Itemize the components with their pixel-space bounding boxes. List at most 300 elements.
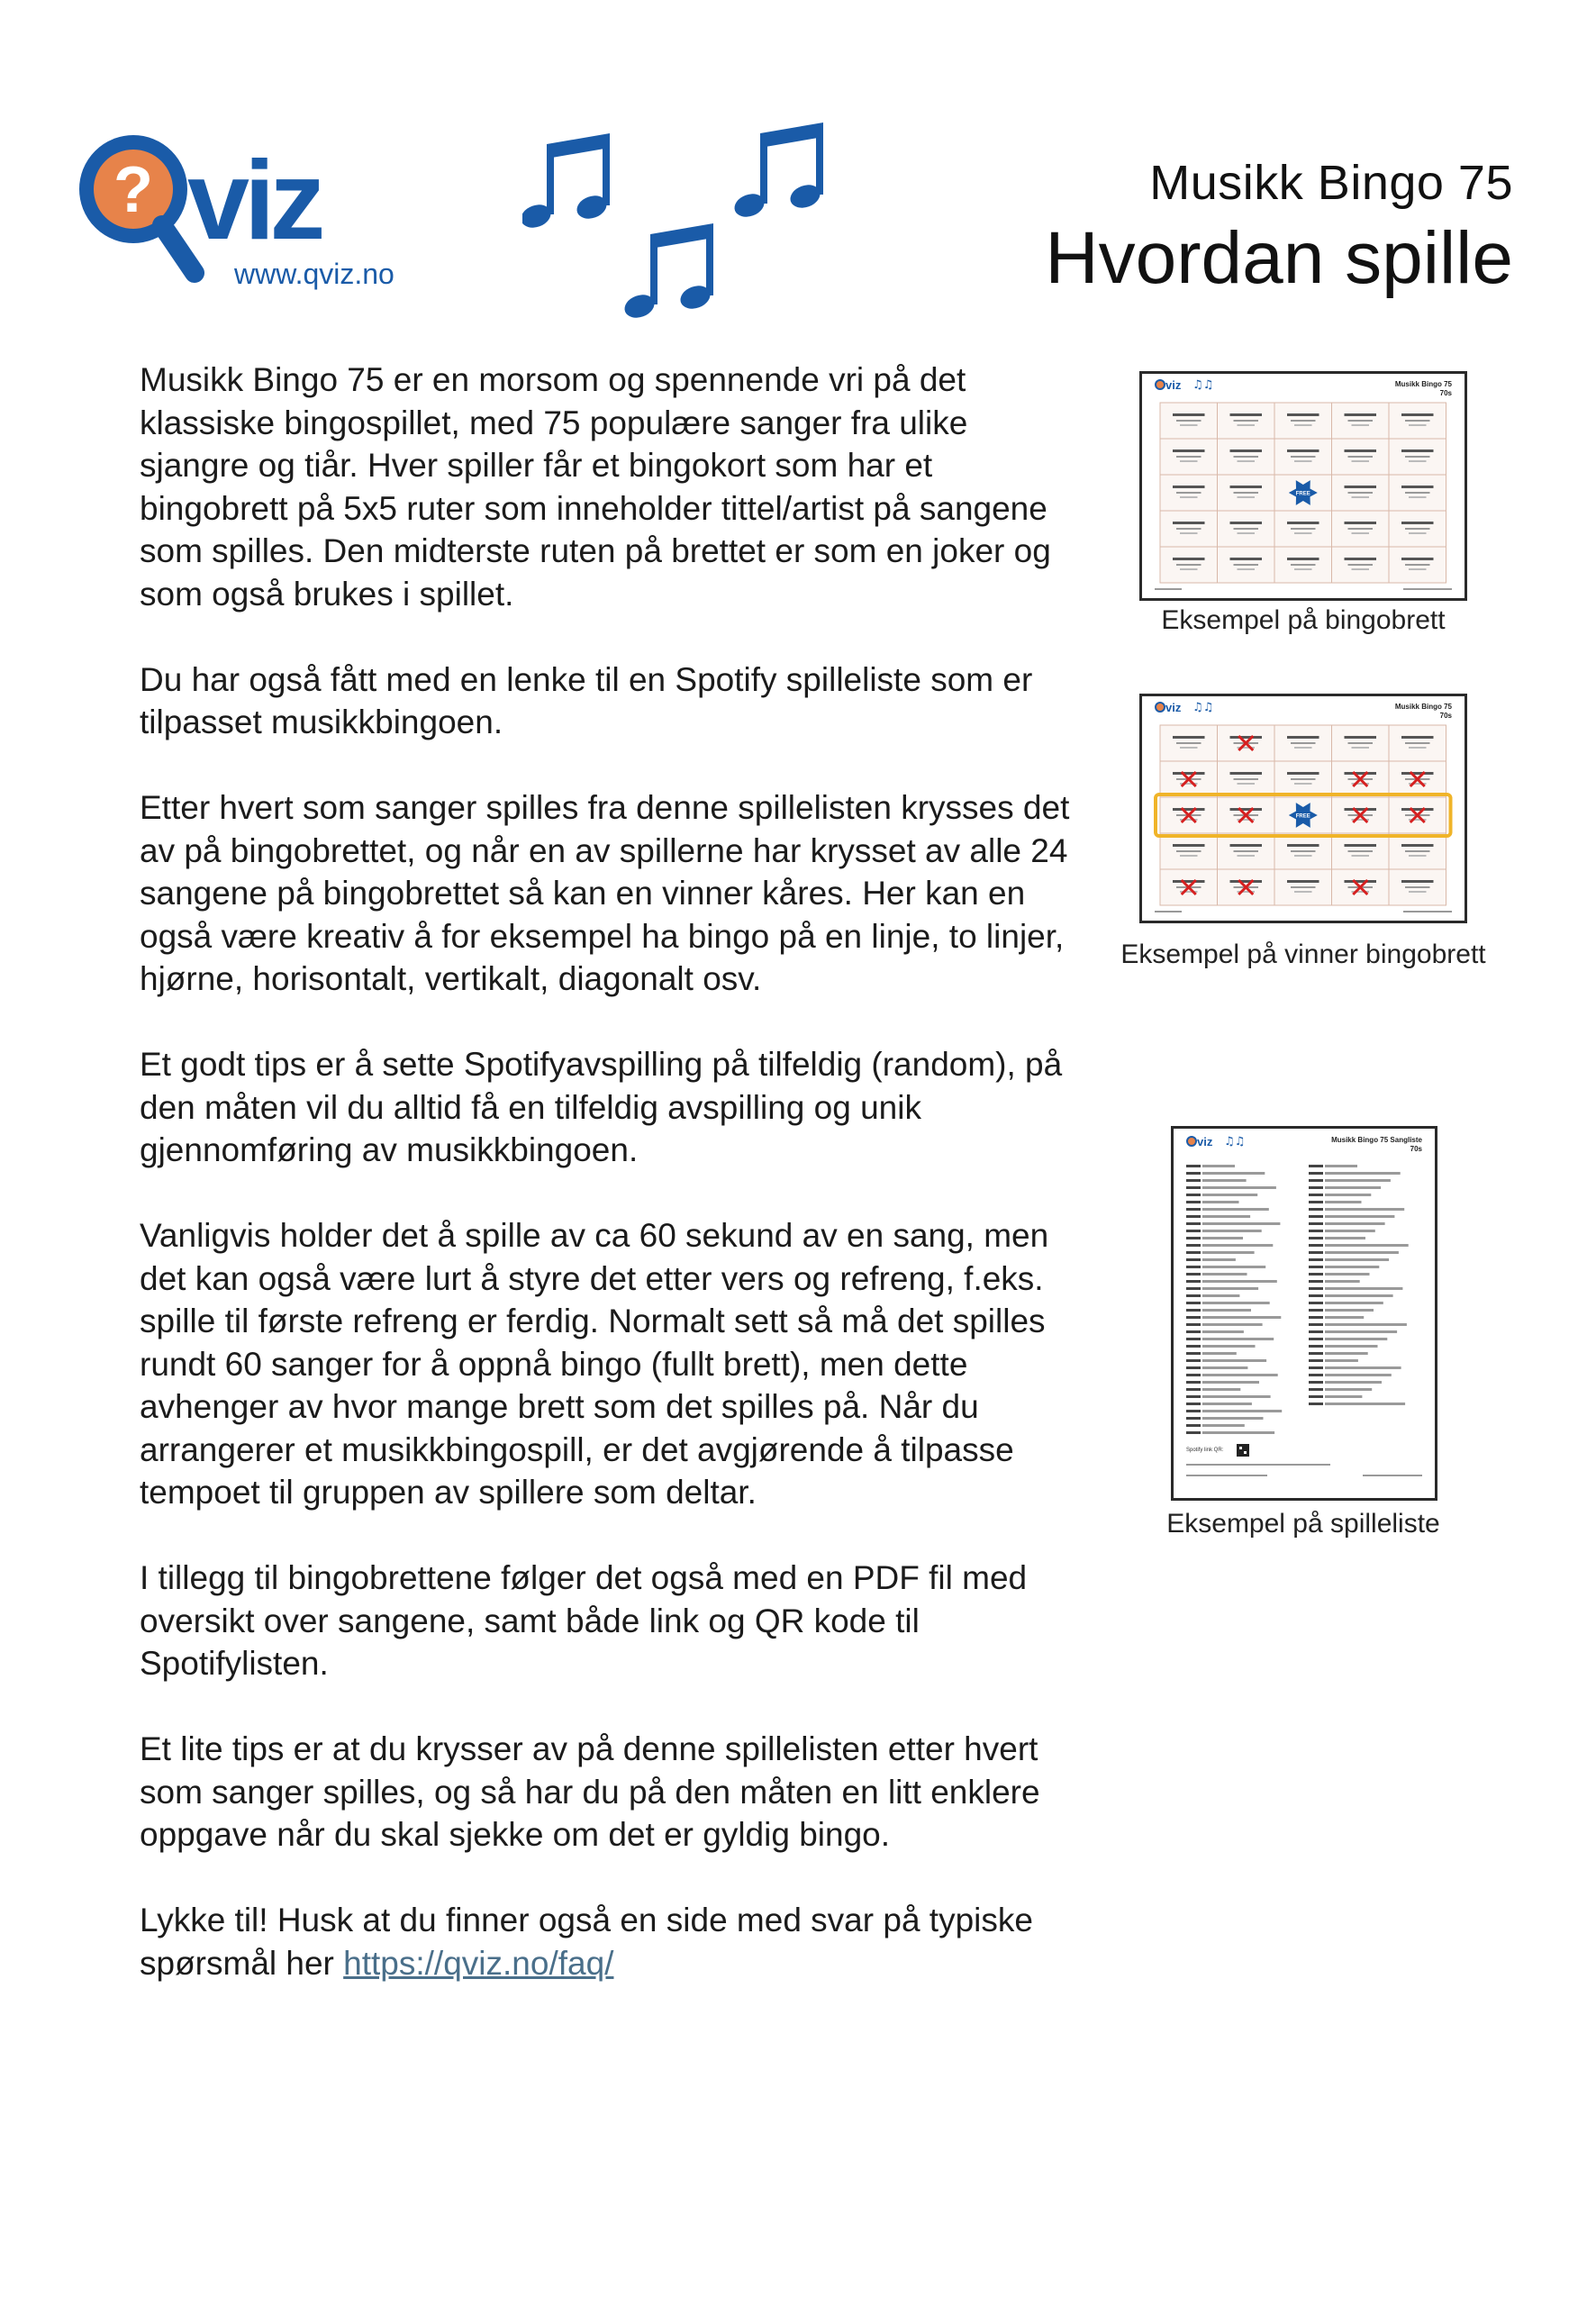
song-artist-line xyxy=(1186,1194,1201,1196)
cell-title-line xyxy=(1287,522,1319,524)
cell-artist-line xyxy=(1294,747,1312,749)
playlist-mini-title: Musikk Bingo 75 Sangliste xyxy=(1331,1136,1422,1144)
cell-title-line xyxy=(1230,736,1263,739)
cell-artist-line xyxy=(1294,460,1312,462)
song-title-line xyxy=(1202,1366,1247,1369)
cell-title-line xyxy=(1173,736,1205,739)
song-artist-line xyxy=(1186,1330,1201,1333)
cell-title-line xyxy=(1401,413,1434,416)
song-title-line xyxy=(1325,1194,1371,1196)
cell-title-line xyxy=(1345,880,1377,883)
song-title-line xyxy=(1325,1309,1374,1312)
song-artist-line xyxy=(1309,1273,1323,1276)
cell-artist-line xyxy=(1352,424,1370,426)
cell-title-line xyxy=(1173,522,1205,524)
song-artist-line xyxy=(1309,1230,1323,1232)
footer-line xyxy=(1155,588,1182,590)
song-artist-line xyxy=(1186,1258,1201,1261)
qr-code-icon xyxy=(1237,1444,1249,1457)
song-artist-line xyxy=(1186,1345,1201,1348)
cell-title-line xyxy=(1401,522,1434,524)
mini-logo-icon xyxy=(1187,1137,1196,1146)
cell-artist-line xyxy=(1234,850,1259,852)
song-artist-line xyxy=(1186,1431,1201,1434)
song-artist-line xyxy=(1309,1323,1323,1326)
song-title-line xyxy=(1202,1374,1278,1376)
cell-artist-line xyxy=(1291,420,1316,422)
cell-artist-line xyxy=(1291,778,1316,780)
song-artist-line xyxy=(1186,1403,1201,1405)
cell-artist-line xyxy=(1409,855,1427,857)
song-artist-line xyxy=(1186,1251,1201,1254)
song-artist-line xyxy=(1309,1201,1323,1203)
song-title-line xyxy=(1202,1424,1245,1427)
cell-artist-line xyxy=(1291,564,1316,566)
mini-logo-text: viz xyxy=(1165,378,1182,392)
song-title-line xyxy=(1202,1395,1271,1398)
song-artist-line xyxy=(1186,1417,1201,1420)
winner-board-example xyxy=(1139,694,1467,923)
song-title-line xyxy=(1202,1194,1257,1196)
footer-line xyxy=(1403,588,1452,590)
cell-title-line xyxy=(1287,449,1319,452)
cell-title-line xyxy=(1230,880,1263,883)
song-artist-line xyxy=(1309,1309,1323,1312)
song-title-line xyxy=(1325,1251,1399,1254)
cell-artist-line xyxy=(1294,891,1312,893)
cell-title-line xyxy=(1287,558,1319,560)
page-title: Hvordan spille xyxy=(1045,217,1513,299)
song-artist-line xyxy=(1186,1323,1201,1326)
song-artist-line xyxy=(1186,1302,1201,1304)
song-artist-line xyxy=(1309,1251,1323,1254)
song-artist-line xyxy=(1309,1287,1323,1290)
song-title-line xyxy=(1202,1172,1265,1175)
cell-artist-line xyxy=(1234,564,1259,566)
song-artist-line xyxy=(1186,1395,1201,1398)
song-artist-line xyxy=(1309,1302,1323,1304)
cell-title-line xyxy=(1173,844,1205,847)
song-title-line xyxy=(1202,1294,1239,1297)
cell-artist-line xyxy=(1348,742,1374,744)
cell-artist-line xyxy=(1234,456,1259,458)
song-title-line xyxy=(1202,1208,1269,1211)
song-title-line xyxy=(1325,1222,1385,1225)
song-artist-line xyxy=(1309,1388,1323,1391)
cell-artist-line xyxy=(1180,496,1198,498)
song-title-line xyxy=(1325,1366,1401,1369)
song-title-line xyxy=(1202,1201,1239,1203)
cell-artist-line xyxy=(1405,850,1430,852)
cell-artist-line xyxy=(1176,456,1202,458)
cell-artist-line xyxy=(1176,850,1202,852)
cell-title-line xyxy=(1401,880,1434,883)
cell-artist-line xyxy=(1180,855,1198,857)
song-title-line xyxy=(1325,1381,1382,1384)
free-label: FREE xyxy=(1295,813,1310,820)
cell-artist-line xyxy=(1176,528,1202,530)
cell-artist-line xyxy=(1409,568,1427,570)
cell-artist-line xyxy=(1352,747,1370,749)
paragraph: Et godt tips er å sette Spotifyavspilling på tilfeldig (random), på den måten vil du alltid få en tilfeldig avspilling og unik gjennomføring av musikkbingoen. xyxy=(140,1046,1063,1168)
cell-title-line xyxy=(1401,772,1434,775)
cell-artist-line xyxy=(1294,532,1312,534)
song-artist-line xyxy=(1309,1165,1323,1167)
cell-title-line xyxy=(1230,413,1263,416)
cell-artist-line xyxy=(1405,420,1430,422)
song-title-line xyxy=(1325,1316,1364,1319)
bingo-board-example xyxy=(1139,371,1467,601)
song-title-line xyxy=(1202,1403,1252,1405)
paragraph: Musikk Bingo 75 er en morsom og spennende vri på det klassiske bingospillet, med 75 populære sanger fra ulike sjangre og tiår. Hver spiller får et bingokort som har et bingobrett på 5x5 ruter som inneholder tittel/artist på sangene som spilles. Den midterste ruten på brettet er som en joker og som også brukes i spillet. xyxy=(140,361,1051,613)
song-title-line xyxy=(1325,1374,1392,1376)
song-title-line xyxy=(1325,1179,1391,1182)
song-title-line xyxy=(1202,1302,1270,1304)
song-title-line xyxy=(1202,1388,1240,1391)
song-title-line xyxy=(1202,1237,1243,1239)
cell-title-line xyxy=(1173,449,1205,452)
song-title-line xyxy=(1202,1359,1266,1362)
cell-title-line xyxy=(1287,844,1319,847)
cell-artist-line xyxy=(1405,742,1430,744)
song-title-line xyxy=(1325,1395,1362,1398)
cell-title-line xyxy=(1345,486,1377,488)
cell-title-line xyxy=(1401,844,1434,847)
cell-artist-line xyxy=(1348,420,1374,422)
paragraph: Etter hvert som sanger spilles fra denne spillelisten krysses det av på bingobrettet, og når en av spillerne har krysset av alle 24 sangene på bingobrettet så kan en vinner kåres. Her kan en også være kreativ å for eksempel ha bingo på en linje, to linjer, hjørne, horisontalt, vertikalt, diagonalt osv. xyxy=(140,789,1070,997)
song-title-line xyxy=(1325,1237,1365,1239)
song-artist-line xyxy=(1309,1345,1323,1348)
song-title-line xyxy=(1202,1330,1244,1333)
song-title-line xyxy=(1325,1330,1397,1333)
cell-title-line xyxy=(1345,844,1377,847)
board-caption: Eksempel på bingobrett xyxy=(1161,605,1446,635)
song-artist-line xyxy=(1309,1316,1323,1319)
song-artist-line xyxy=(1309,1280,1323,1283)
qr-label: Spotify link QR: xyxy=(1186,1448,1224,1453)
instructions-body xyxy=(140,359,1076,2028)
song-title-line xyxy=(1325,1244,1409,1247)
song-title-line xyxy=(1202,1352,1237,1355)
song-artist-line xyxy=(1186,1244,1201,1247)
mini-logo-icon xyxy=(1156,703,1165,712)
cell-title-line xyxy=(1345,772,1377,775)
cell-artist-line xyxy=(1409,747,1427,749)
song-title-line xyxy=(1325,1294,1393,1297)
paragraph: Du har også fått med en lenke til en Spotify spilleliste som er tilpasset musikkbingoen. xyxy=(140,660,1033,740)
song-artist-line xyxy=(1309,1294,1323,1297)
song-artist-line xyxy=(1186,1352,1201,1355)
cell-title-line xyxy=(1401,486,1434,488)
song-title-line xyxy=(1202,1215,1250,1218)
song-title-line xyxy=(1325,1287,1402,1290)
song-artist-line xyxy=(1309,1352,1323,1355)
song-artist-line xyxy=(1186,1222,1201,1225)
mini-logo-icon xyxy=(1156,380,1165,389)
song-artist-line xyxy=(1186,1424,1201,1427)
cell-artist-line xyxy=(1238,532,1256,534)
cell-artist-line xyxy=(1409,532,1427,534)
song-title-line xyxy=(1325,1302,1383,1304)
cell-artist-line xyxy=(1409,460,1427,462)
cell-artist-line xyxy=(1238,496,1256,498)
footer-line xyxy=(1403,911,1452,912)
song-artist-line xyxy=(1309,1194,1323,1196)
playlist-example xyxy=(1171,1126,1437,1501)
cell-title-line xyxy=(1173,880,1205,883)
song-title-line xyxy=(1202,1417,1264,1420)
song-title-line xyxy=(1202,1280,1277,1283)
song-artist-line xyxy=(1186,1179,1201,1182)
logo-brand-text: viz xyxy=(187,139,321,263)
mini-board-title: Musikk Bingo 75 xyxy=(1394,380,1452,388)
cell-title-line xyxy=(1230,558,1263,560)
cell-artist-line xyxy=(1294,424,1312,426)
cell-artist-line xyxy=(1291,886,1316,888)
song-artist-line xyxy=(1186,1338,1201,1340)
song-artist-line xyxy=(1186,1165,1201,1167)
mini-notes-icon: ♫♫ xyxy=(1224,1135,1246,1148)
cell-title-line xyxy=(1345,449,1377,452)
song-title-line xyxy=(1202,1309,1251,1312)
song-title-line xyxy=(1325,1359,1358,1362)
mini-board-title: Musikk Bingo 75 xyxy=(1394,703,1452,711)
cell-title-line xyxy=(1173,486,1205,488)
cell-artist-line xyxy=(1291,456,1316,458)
song-title-line xyxy=(1202,1222,1280,1225)
footer-line xyxy=(1363,1475,1422,1476)
cell-title-line xyxy=(1173,772,1205,775)
song-artist-line xyxy=(1186,1186,1201,1189)
song-title-line xyxy=(1325,1165,1357,1167)
song-artist-line xyxy=(1309,1381,1323,1384)
song-artist-line xyxy=(1186,1359,1201,1362)
cell-title-line xyxy=(1345,558,1377,560)
cell-artist-line xyxy=(1405,564,1430,566)
cell-artist-line xyxy=(1234,778,1259,780)
song-artist-line xyxy=(1186,1172,1201,1175)
song-artist-line xyxy=(1309,1266,1323,1268)
song-title-line xyxy=(1202,1179,1247,1182)
cell-title-line xyxy=(1287,413,1319,416)
song-artist-line xyxy=(1186,1215,1201,1218)
song-artist-line xyxy=(1309,1359,1323,1362)
song-artist-line xyxy=(1186,1381,1201,1384)
song-artist-line xyxy=(1309,1222,1323,1225)
song-artist-line xyxy=(1186,1280,1201,1283)
closing-text: Lykke til! Husk at du finner også en side med svar på typiske spørsmål her xyxy=(140,1902,1033,1982)
song-title-line xyxy=(1325,1172,1401,1175)
cell-artist-line xyxy=(1352,496,1370,498)
song-artist-line xyxy=(1309,1374,1323,1376)
cell-artist-line xyxy=(1176,420,1202,422)
song-title-line xyxy=(1202,1266,1265,1268)
cell-artist-line xyxy=(1176,492,1202,494)
song-title-line xyxy=(1325,1403,1405,1405)
song-artist-line xyxy=(1309,1338,1323,1340)
song-title-line xyxy=(1202,1338,1274,1340)
song-title-line xyxy=(1202,1273,1247,1276)
cell-artist-line xyxy=(1291,742,1316,744)
song-title-line xyxy=(1202,1410,1282,1412)
song-artist-line xyxy=(1186,1374,1201,1376)
song-artist-line xyxy=(1186,1201,1201,1203)
cell-artist-line xyxy=(1234,528,1259,530)
song-artist-line xyxy=(1186,1410,1201,1412)
song-title-line xyxy=(1325,1352,1368,1355)
free-label: FREE xyxy=(1295,491,1310,497)
playlist-mini-decade: 70s xyxy=(1410,1145,1422,1153)
song-artist-line xyxy=(1309,1186,1323,1189)
cell-title-line xyxy=(1401,558,1434,560)
cell-artist-line xyxy=(1291,850,1316,852)
paragraph: Vanligvis holder det å spille av ca 60 sekund av en sang, men det kan også være lurt å styre det etter vers og refreng, f.eks. spille til første refreng er ferdig. Normalt sett så må det spilles rundt 60 sanger for å oppnå bingo (fullt brett), men dette avhenger av hvor mange brett som det spilles på. Når du arrangerer et musikkbingospill, er det avgjørende å tilpasse tempoet til gruppen av spillere som deltar. xyxy=(140,1217,1049,1511)
song-title-line xyxy=(1202,1258,1236,1261)
song-title-line xyxy=(1325,1258,1389,1261)
song-artist-line xyxy=(1186,1208,1201,1211)
cell-artist-line xyxy=(1294,568,1312,570)
cell-artist-line xyxy=(1180,424,1198,426)
song-title-line xyxy=(1325,1273,1370,1276)
song-artist-line xyxy=(1186,1266,1201,1268)
cell-artist-line xyxy=(1352,855,1370,857)
cell-title-line xyxy=(1230,449,1263,452)
cell-artist-line xyxy=(1180,568,1198,570)
song-title-line xyxy=(1325,1201,1362,1203)
song-artist-line xyxy=(1309,1179,1323,1182)
cell-title-line xyxy=(1287,772,1319,775)
paragraph: I tillegg til bingobrettene følger det også med en PDF fil med oversikt over sangene, samt både link og QR kode til Spotifylisten. xyxy=(140,1559,1028,1682)
mini-notes-icon: ♫♫ xyxy=(1192,701,1214,714)
cell-artist-line xyxy=(1348,492,1374,494)
cell-artist-line xyxy=(1405,492,1430,494)
song-artist-line xyxy=(1186,1230,1201,1232)
cell-artist-line xyxy=(1238,460,1256,462)
cell-artist-line xyxy=(1238,855,1256,857)
song-artist-line xyxy=(1309,1258,1323,1261)
song-title-line xyxy=(1325,1388,1372,1391)
song-artist-line xyxy=(1309,1366,1323,1369)
music-notes-icon xyxy=(522,117,901,333)
song-artist-line xyxy=(1186,1388,1201,1391)
song-title-line xyxy=(1325,1280,1360,1283)
cell-artist-line xyxy=(1291,528,1316,530)
cell-artist-line xyxy=(1238,568,1256,570)
cell-title-line xyxy=(1230,522,1263,524)
cell-artist-line xyxy=(1294,855,1312,857)
song-artist-line xyxy=(1186,1366,1201,1369)
song-title-line xyxy=(1325,1338,1387,1340)
paragraph: Et lite tips er at du krysser av på denne spillelisten etter hvert som sanger spilles, og så har du på den måten en litt enklere oppgave når du skal sjekke om det er gyldig bingo. xyxy=(140,1730,1040,1853)
song-artist-line xyxy=(1309,1237,1323,1239)
song-title-line xyxy=(1325,1345,1378,1348)
winner-caption: Eksempel på vinner bingobrett xyxy=(1120,940,1486,969)
cell-title-line xyxy=(1230,486,1263,488)
footer-line xyxy=(1155,911,1182,912)
mini-logo-text: viz xyxy=(1197,1135,1213,1148)
cell-title-line xyxy=(1173,558,1205,560)
song-title-line xyxy=(1202,1431,1274,1434)
cell-title-line xyxy=(1230,772,1263,775)
cell-artist-line xyxy=(1405,528,1430,530)
cell-artist-line xyxy=(1234,420,1259,422)
cell-artist-line xyxy=(1180,460,1198,462)
song-artist-line xyxy=(1186,1309,1201,1312)
cell-title-line xyxy=(1345,808,1377,811)
cell-title-line xyxy=(1173,808,1205,811)
song-artist-line xyxy=(1309,1172,1323,1175)
mini-notes-icon: ♫♫ xyxy=(1192,378,1214,392)
cell-title-line xyxy=(1345,522,1377,524)
cell-artist-line xyxy=(1176,742,1202,744)
cell-artist-line xyxy=(1238,783,1256,785)
song-title-line xyxy=(1325,1230,1375,1232)
cell-title-line xyxy=(1287,736,1319,739)
mini-board-decade: 70s xyxy=(1439,712,1452,720)
song-title-line xyxy=(1202,1251,1255,1254)
song-artist-line xyxy=(1186,1273,1201,1276)
song-title-line xyxy=(1202,1244,1273,1247)
cell-artist-line xyxy=(1180,747,1198,749)
cell-title-line xyxy=(1287,880,1319,883)
cell-artist-line xyxy=(1352,460,1370,462)
cell-artist-line xyxy=(1348,528,1374,530)
cell-artist-line xyxy=(1180,532,1198,534)
song-title-line xyxy=(1202,1316,1281,1319)
song-artist-line xyxy=(1309,1395,1323,1398)
qviz-logo xyxy=(79,122,440,329)
song-artist-line xyxy=(1186,1237,1201,1239)
closing-paragraph xyxy=(140,1899,1076,1984)
question-mark-icon: ? xyxy=(113,154,153,226)
cell-title-line xyxy=(1173,413,1205,416)
cell-title-line xyxy=(1345,413,1377,416)
song-title-line xyxy=(1202,1230,1262,1232)
cell-artist-line xyxy=(1234,492,1259,494)
song-artist-line xyxy=(1309,1208,1323,1211)
cell-title-line xyxy=(1345,736,1377,739)
cell-artist-line xyxy=(1348,456,1374,458)
song-title-line xyxy=(1202,1165,1235,1167)
cell-artist-line xyxy=(1409,891,1427,893)
cell-artist-line xyxy=(1409,424,1427,426)
faq-link[interactable]: https://qviz.no/faq/ xyxy=(343,1944,614,1982)
cell-artist-line xyxy=(1238,424,1256,426)
song-title-line xyxy=(1202,1186,1276,1189)
song-title-line xyxy=(1202,1381,1259,1384)
song-title-line xyxy=(1325,1266,1379,1268)
song-title-line xyxy=(1202,1345,1256,1348)
song-title-line xyxy=(1325,1186,1381,1189)
song-artist-line xyxy=(1186,1316,1201,1319)
cell-artist-line xyxy=(1348,850,1374,852)
footer-line xyxy=(1186,1464,1330,1466)
footer-line xyxy=(1186,1475,1267,1476)
song-artist-line xyxy=(1309,1215,1323,1218)
cell-artist-line xyxy=(1409,496,1427,498)
cell-title-line xyxy=(1230,844,1263,847)
mini-logo-text: viz xyxy=(1165,701,1182,714)
logo-url: www.qviz.no xyxy=(234,258,394,290)
cell-artist-line xyxy=(1294,783,1312,785)
song-artist-line xyxy=(1309,1244,1323,1247)
cell-artist-line xyxy=(1405,456,1430,458)
song-artist-line xyxy=(1186,1287,1201,1290)
cell-title-line xyxy=(1401,449,1434,452)
cell-title-line xyxy=(1230,808,1263,811)
cell-title-line xyxy=(1401,808,1434,811)
song-title-line xyxy=(1325,1208,1404,1211)
